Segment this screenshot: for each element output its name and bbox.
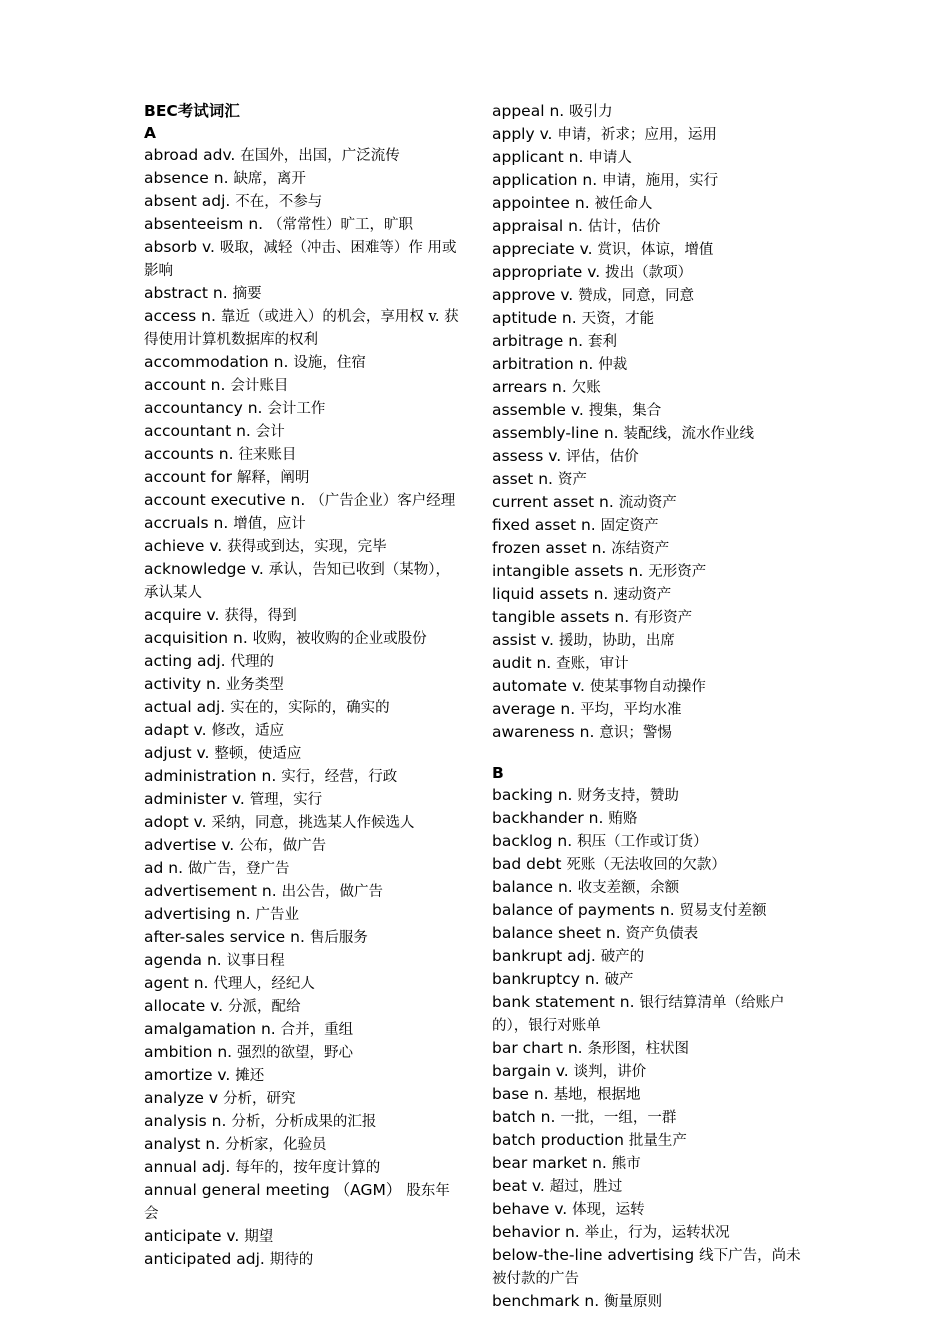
- vocab-entry: [492, 146, 812, 169]
- vocab-entry: [144, 236, 459, 282]
- vocab-entry: [492, 721, 812, 744]
- vocab-definition: 基地，根据地: [553, 1087, 641, 1103]
- vocab-definition: 代理人，经纪人: [213, 976, 315, 992]
- vocab-definition: 议事日程: [226, 953, 285, 969]
- vocab-definition: 整顿，使适应: [214, 746, 302, 762]
- vocab-entry: [492, 514, 812, 537]
- vocab-definition: 申请人: [588, 150, 632, 166]
- vocab-term: account n.: [144, 376, 231, 394]
- vocab-term: appropriate v.: [492, 263, 606, 281]
- vocab-term: analysis n.: [144, 1112, 232, 1130]
- vocab-entry: [144, 374, 459, 397]
- vocab-entry: [492, 1129, 812, 1152]
- vocab-term: current asset n.: [492, 493, 619, 511]
- vocab-term: annual general meeting （AGM）: [144, 1181, 407, 1199]
- vocab-definition: 业务类型: [225, 677, 284, 693]
- vocab-entry: [144, 1248, 459, 1271]
- vocab-definition: 收购，被收购的企业或股份: [252, 631, 427, 647]
- vocab-definition: 申请，施用，实行: [602, 173, 719, 189]
- vocab-definition: 解释，阐明: [236, 470, 310, 486]
- vocab-entry: [492, 468, 812, 491]
- vocab-definition: 采纳，同意，挑选某人作候选人: [211, 815, 415, 831]
- vocab-entry: [492, 1175, 812, 1198]
- vocab-term: annual adj.: [144, 1158, 236, 1176]
- vocab-definition: 股东年会: [144, 1183, 450, 1222]
- vocab-term: abstract n.: [144, 284, 233, 302]
- vocab-term: adjust v.: [144, 744, 215, 762]
- vocab-definition: 谈判，讲价: [573, 1064, 647, 1080]
- vocab-term: analyze v: [144, 1089, 223, 1107]
- vocab-definition: 平均，平均水准: [580, 702, 682, 718]
- vocab-entry: [492, 376, 812, 399]
- vocab-entry: [144, 742, 459, 765]
- vocab-entry: [144, 903, 459, 926]
- vocab-term: absenteeism n.: [144, 215, 269, 233]
- vocab-term: appeal n.: [492, 102, 570, 120]
- vocab-term: allocate v.: [144, 997, 228, 1015]
- vocab-entry: [144, 167, 459, 190]
- vocab-entry: [144, 788, 459, 811]
- vocab-term: audit n.: [492, 654, 557, 672]
- vocab-term: bankruptcy n.: [492, 970, 605, 988]
- vocab-definition: 分析家，化验员: [225, 1137, 327, 1153]
- vocab-term: amortize v.: [144, 1066, 236, 1084]
- vocab-definition: 一批，一组，一群: [560, 1110, 677, 1126]
- vocab-term: bad debt: [492, 855, 567, 873]
- vocab-definition: 申请，祈求；应用，运用: [557, 127, 717, 143]
- vocab-definition: 出公告，做广告: [281, 884, 384, 900]
- vocab-term: arbitration n.: [492, 355, 599, 373]
- document-title: BEC考试词汇: [144, 102, 240, 120]
- vocab-term: anticipate v.: [144, 1227, 245, 1245]
- vocab-term: acquire v.: [144, 606, 225, 624]
- vocab-entry: [492, 1244, 812, 1290]
- vocab-entry: [144, 949, 459, 972]
- vocab-term: bargain v.: [492, 1062, 574, 1080]
- vocab-term: advertisement n.: [144, 882, 282, 900]
- vocab-entry: [492, 560, 812, 583]
- vocab-entry: [144, 305, 459, 351]
- vocab-term: account for: [144, 468, 237, 486]
- vocab-term: agenda n.: [144, 951, 227, 969]
- vocab-definition: 使某事物自动操作: [589, 679, 706, 695]
- vocab-entry: [144, 282, 459, 305]
- vocab-entry: [144, 1133, 459, 1156]
- vocab-entry: [144, 673, 459, 696]
- vocab-definition: 批量生产: [628, 1133, 687, 1149]
- vocab-term: arbitrage n.: [492, 332, 588, 350]
- vocab-definition: 查账，审计: [556, 656, 629, 672]
- vocab-term: acknowledge v.: [144, 560, 269, 578]
- vocab-definition: 估计，估价: [587, 219, 661, 235]
- vocab-term: accountant n.: [144, 422, 256, 440]
- vocab-definition: 代理的: [230, 654, 274, 670]
- vocab-entry: [492, 606, 812, 629]
- vocab-definition: 装配线，流水作业线: [623, 426, 755, 442]
- vocab-term: backing n.: [492, 786, 578, 804]
- vocab-definition: 破产的: [600, 949, 645, 965]
- vocab-definition: 期望: [244, 1229, 274, 1245]
- section-heading-a: A: [144, 124, 156, 142]
- vocab-definition: 意识；警惕: [599, 725, 672, 741]
- vocab-term: apply v.: [492, 125, 558, 143]
- left-column: [144, 100, 459, 1271]
- vocab-entry: [492, 1060, 812, 1083]
- vocab-definition: 评估，估价: [566, 449, 639, 465]
- vocab-entry: [492, 238, 812, 261]
- vocab-term: appreciate v.: [492, 240, 598, 258]
- vocab-entry: [144, 834, 459, 857]
- vocab-entry: [492, 945, 812, 968]
- vocab-entry: [144, 213, 459, 236]
- vocab-entry: [492, 123, 812, 146]
- vocab-term: analyst n.: [144, 1135, 226, 1153]
- vocab-entry: [492, 1106, 812, 1129]
- vocab-term: balance n.: [492, 878, 578, 896]
- vocab-entry: [144, 466, 459, 489]
- vocab-definition: 获得或到达，实现，完毕: [227, 539, 387, 555]
- vocab-entry: [144, 397, 459, 420]
- vocab-term: bear market n.: [492, 1154, 612, 1172]
- vocab-definition: 往来账目: [238, 447, 297, 463]
- vocab-entry: [144, 1179, 459, 1225]
- vocab-definition: 资产: [557, 472, 587, 488]
- vocab-term: ad n.: [144, 859, 188, 877]
- vocab-term: acting adj.: [144, 652, 231, 670]
- vocab-term: actual adj.: [144, 698, 231, 716]
- vocab-entry: [144, 811, 459, 834]
- vocab-term: after-sales service n.: [144, 928, 310, 946]
- vocab-definition: 广告业: [255, 907, 299, 923]
- vocab-entry: [144, 719, 459, 742]
- vocab-definition: 分派，配给: [227, 999, 301, 1015]
- vocab-definition: 期待的: [269, 1252, 314, 1268]
- vocab-entry: [492, 353, 812, 376]
- vocab-definition: 做广告，登广告: [187, 861, 290, 877]
- vocab-entry: [492, 675, 812, 698]
- vocab-definition: 套利: [587, 334, 617, 350]
- vocab-entry: [144, 443, 459, 466]
- vocab-definition: 搜集，集合: [588, 403, 662, 419]
- vocab-term: agent n.: [144, 974, 214, 992]
- vocab-term: asset n.: [492, 470, 558, 488]
- vocab-definition: 仲裁: [598, 357, 628, 373]
- vocab-definition: 破产: [604, 972, 634, 988]
- vocab-term: adapt v.: [144, 721, 212, 739]
- vocab-term: base n.: [492, 1085, 554, 1103]
- vocab-entry: [492, 422, 812, 445]
- vocab-term: absence n.: [144, 169, 234, 187]
- vocab-term: liquid assets n.: [492, 585, 614, 603]
- vocab-definition: 赏识，体谅，增值: [597, 242, 714, 258]
- vocab-definition: 条形图，柱状图: [587, 1041, 690, 1057]
- vocab-definition: 实在的，实际的，确实的: [230, 700, 390, 716]
- vocab-definition: 吸引力: [569, 104, 613, 120]
- vocab-term: appointee n.: [492, 194, 595, 212]
- vocab-entry: [492, 399, 812, 422]
- vocab-definition: 设施，住宿: [293, 355, 366, 371]
- vocab-entry: [144, 995, 459, 1018]
- vocab-definition: 冻结资产: [611, 541, 670, 557]
- vocab-term: administer v.: [144, 790, 250, 808]
- vocab-entry: [492, 1152, 812, 1175]
- vocab-term: behave v.: [492, 1200, 573, 1218]
- vocab-entry: [144, 880, 459, 903]
- vocab-definition: 银行结算清单（给账户的），银行对账单: [492, 995, 785, 1034]
- vocab-entry: [492, 784, 812, 807]
- vocab-definition: 会计: [255, 424, 285, 440]
- vocab-definition: 获得，得到: [224, 608, 297, 624]
- vocab-term: balance of payments n.: [492, 901, 680, 919]
- vocab-term: beat v.: [492, 1177, 550, 1195]
- vocab-term: adopt v.: [144, 813, 212, 831]
- vocab-entry: [492, 537, 812, 560]
- vocab-term: accommodation n.: [144, 353, 294, 371]
- vocab-entry: [492, 899, 812, 922]
- vocab-term: tangible assets n.: [492, 608, 635, 626]
- vocab-entry: [144, 1018, 459, 1041]
- vocab-definition: 实行，经营，行政: [281, 769, 398, 785]
- vocab-definition: 超过，胜过: [549, 1179, 623, 1195]
- vocab-definition: 摊还: [235, 1068, 265, 1084]
- vocab-term: fixed asset n.: [492, 516, 601, 534]
- vocab-term: backlog n.: [492, 832, 578, 850]
- vocab-definition: 不在，不参与: [235, 194, 323, 210]
- vocab-entry: [144, 1156, 459, 1179]
- vocab-definition: 有形资产: [634, 610, 693, 626]
- vocab-definition: 收支差额，余额: [577, 880, 680, 896]
- vocab-term: bankrupt adj.: [492, 947, 601, 965]
- vocab-entry: [144, 972, 459, 995]
- vocab-entry: [144, 604, 459, 627]
- vocab-term: assess v.: [492, 447, 567, 465]
- vocab-definition: 合并，重组: [280, 1022, 354, 1038]
- vocab-term: backhander n.: [492, 809, 609, 827]
- vocab-entry: [492, 491, 812, 514]
- vocab-definition: 速动资产: [613, 587, 672, 603]
- vocab-definition: 摘要: [232, 286, 262, 302]
- vocab-entry: [144, 1087, 459, 1110]
- vocab-term: frozen asset n.: [492, 539, 612, 557]
- vocab-entry: [144, 512, 459, 535]
- vocab-entry: [144, 1110, 459, 1133]
- vocab-entry: [492, 169, 812, 192]
- vocab-term: average n.: [492, 700, 581, 718]
- vocab-entry: [144, 926, 459, 949]
- vocab-definition: 缺席，离开: [233, 171, 306, 187]
- vocab-term: awareness n.: [492, 723, 600, 741]
- vocab-entry: [492, 445, 812, 468]
- vocab-entry: [492, 807, 812, 830]
- vocab-term: assist v.: [492, 631, 559, 649]
- vocab-definition: 会计工作: [267, 401, 326, 417]
- vocab-definition: 援助，协助，出席: [558, 633, 675, 649]
- vocab-term: approve v.: [492, 286, 579, 304]
- vocab-entry: [492, 1083, 812, 1106]
- vocab-entry: [492, 698, 812, 721]
- vocab-definition: 公布，做广告: [239, 838, 327, 854]
- vocab-term: bar chart n.: [492, 1039, 588, 1057]
- vocab-term: automate v.: [492, 677, 590, 695]
- vocab-definition: 资产负债表: [625, 926, 699, 942]
- vocab-term: application n.: [492, 171, 603, 189]
- vocab-definition: 贿赂: [608, 811, 638, 827]
- vocab-term: intangible assets n.: [492, 562, 649, 580]
- vocab-definition: 体现，运转: [572, 1202, 645, 1218]
- vocab-entry: [144, 857, 459, 880]
- vocab-definition: 积压（工作或订货）: [577, 834, 708, 850]
- vocab-definition: 流动资产: [618, 495, 677, 511]
- vocab-definition: 靠近（或进入）的机会，享用权 v. 获得使用计算机数据库的权利: [144, 309, 459, 348]
- vocab-term: bank statement n.: [492, 993, 640, 1011]
- vocab-entry: [144, 144, 459, 167]
- vocab-entry: [492, 1290, 812, 1313]
- vocab-term: accruals n.: [144, 514, 234, 532]
- vocab-term: account executive n.: [144, 491, 311, 509]
- vocab-entry: [492, 629, 812, 652]
- vocab-term: administration n.: [144, 767, 282, 785]
- vocab-term: absent adj.: [144, 192, 236, 210]
- right-column: [492, 100, 812, 1313]
- vocab-entry: [144, 420, 459, 443]
- vocab-definition: 衡量原则: [604, 1294, 663, 1310]
- vocab-term: ambition n.: [144, 1043, 238, 1061]
- vocab-definition: 被任命人: [594, 196, 653, 212]
- vocab-term: balance sheet n.: [492, 924, 626, 942]
- vocab-entry: [492, 922, 812, 945]
- vocab-entry: [492, 330, 812, 353]
- vocab-term: activity n.: [144, 675, 226, 693]
- vocab-entry: [492, 215, 812, 238]
- vocab-term: benchmark n.: [492, 1292, 605, 1310]
- vocab-term: below-the-line advertising: [492, 1246, 700, 1264]
- vocab-entry: [144, 1225, 459, 1248]
- vocab-entry: [144, 489, 459, 512]
- vocab-definition: 固定资产: [600, 518, 659, 534]
- vocab-entry: [492, 830, 812, 853]
- vocab-entry: [492, 583, 812, 606]
- vocab-definition: 售后服务: [309, 930, 368, 946]
- vocab-definition: 会计账目: [230, 378, 289, 394]
- vocab-entry: [144, 1064, 459, 1087]
- vocab-term: amalgamation n.: [144, 1020, 281, 1038]
- vocab-entry: [492, 876, 812, 899]
- vocab-definition: 强烈的欲望，野心: [237, 1045, 354, 1061]
- vocab-definition: 承认，告知已收到（某物），承认某人: [144, 562, 451, 601]
- vocab-entry: [492, 968, 812, 991]
- entry-list-right-b: [492, 784, 812, 1313]
- vocab-term: behavior n.: [492, 1223, 585, 1241]
- vocab-definition: 欠账: [571, 380, 601, 396]
- vocab-term: batch production: [492, 1131, 629, 1149]
- vocab-term: assembly-line n.: [492, 424, 624, 442]
- vocab-term: absorb v.: [144, 238, 220, 256]
- vocab-term: advertising n.: [144, 905, 256, 923]
- vocab-entry: [144, 535, 459, 558]
- vocab-entry: [144, 190, 459, 213]
- vocab-term: appraisal n.: [492, 217, 588, 235]
- vocab-definition: 拨出（款项）: [605, 265, 693, 281]
- vocab-entry: [492, 307, 812, 330]
- vocab-entry: [492, 192, 812, 215]
- vocab-definition: 吸取，减轻（冲击、困难等）作 用或影响: [144, 240, 457, 279]
- vocab-entry: [492, 1037, 812, 1060]
- vocab-entry: [492, 991, 812, 1037]
- vocab-definition: 赞成，同意，同意: [578, 288, 695, 304]
- vocab-term: acquisition n.: [144, 629, 253, 647]
- vocab-definition: 管理，实行: [249, 792, 323, 808]
- vocab-entry: [492, 284, 812, 307]
- vocab-entry: [492, 261, 812, 284]
- vocab-entry: [144, 627, 459, 650]
- vocab-entry: [144, 650, 459, 673]
- vocab-term: applicant n.: [492, 148, 589, 166]
- vocab-definition: 在国外，出国，广泛流传: [240, 148, 400, 164]
- vocab-entry: [492, 100, 812, 123]
- vocab-term: advertise v.: [144, 836, 240, 854]
- vocab-term: accountancy n.: [144, 399, 268, 417]
- vocab-definition: 熊市: [611, 1156, 641, 1172]
- vocab-term: arrears n.: [492, 378, 572, 396]
- vocab-entry: [144, 696, 459, 719]
- vocab-definition: 无形资产: [648, 564, 707, 580]
- vocab-definition: 死账（无法收回的欠款）: [566, 857, 726, 873]
- entry-list-left: [144, 144, 459, 1271]
- vocab-definition: 举止，行为，运转状况: [584, 1225, 730, 1241]
- vocab-term: anticipated adj.: [144, 1250, 270, 1268]
- vocab-term: assemble v.: [492, 401, 589, 419]
- vocab-entry: [144, 765, 459, 788]
- vocab-entry: [144, 1041, 459, 1064]
- vocab-term: accounts n.: [144, 445, 239, 463]
- vocab-term: abroad adv.: [144, 146, 241, 164]
- vocab-entry: [144, 558, 459, 604]
- vocab-definition: 线下广告，尚未被付款的广告: [492, 1248, 801, 1287]
- vocab-entry: [492, 652, 812, 675]
- vocab-definition: 修改，适应: [211, 723, 285, 739]
- vocab-entry: [492, 853, 812, 876]
- vocab-definition: 财务支持，赞助: [577, 788, 679, 804]
- vocab-definition: 增值，应计: [233, 516, 306, 532]
- vocab-definition: 每年的，按年度计算的: [235, 1160, 381, 1176]
- vocab-term: aptitude n.: [492, 309, 582, 327]
- vocab-definition: 分析，分析成果的汇报: [231, 1114, 377, 1130]
- entry-list-right-a: [492, 100, 812, 744]
- section-heading-b: B: [492, 764, 504, 782]
- vocab-definition: （广告企业）客户经理: [310, 493, 456, 509]
- vocab-definition: （常常性）旷工，旷职: [268, 217, 414, 233]
- vocab-term: batch n.: [492, 1108, 561, 1126]
- vocab-term: access n.: [144, 307, 221, 325]
- vocab-entry: [144, 351, 459, 374]
- vocab-entry: [492, 1221, 812, 1244]
- vocab-entry: [492, 1198, 812, 1221]
- vocab-definition: 贸易支付差额: [679, 903, 767, 919]
- vocab-term: achieve v.: [144, 537, 228, 555]
- vocab-definition: 天资，才能: [581, 311, 655, 327]
- vocab-definition: 分析，研究: [223, 1091, 296, 1107]
